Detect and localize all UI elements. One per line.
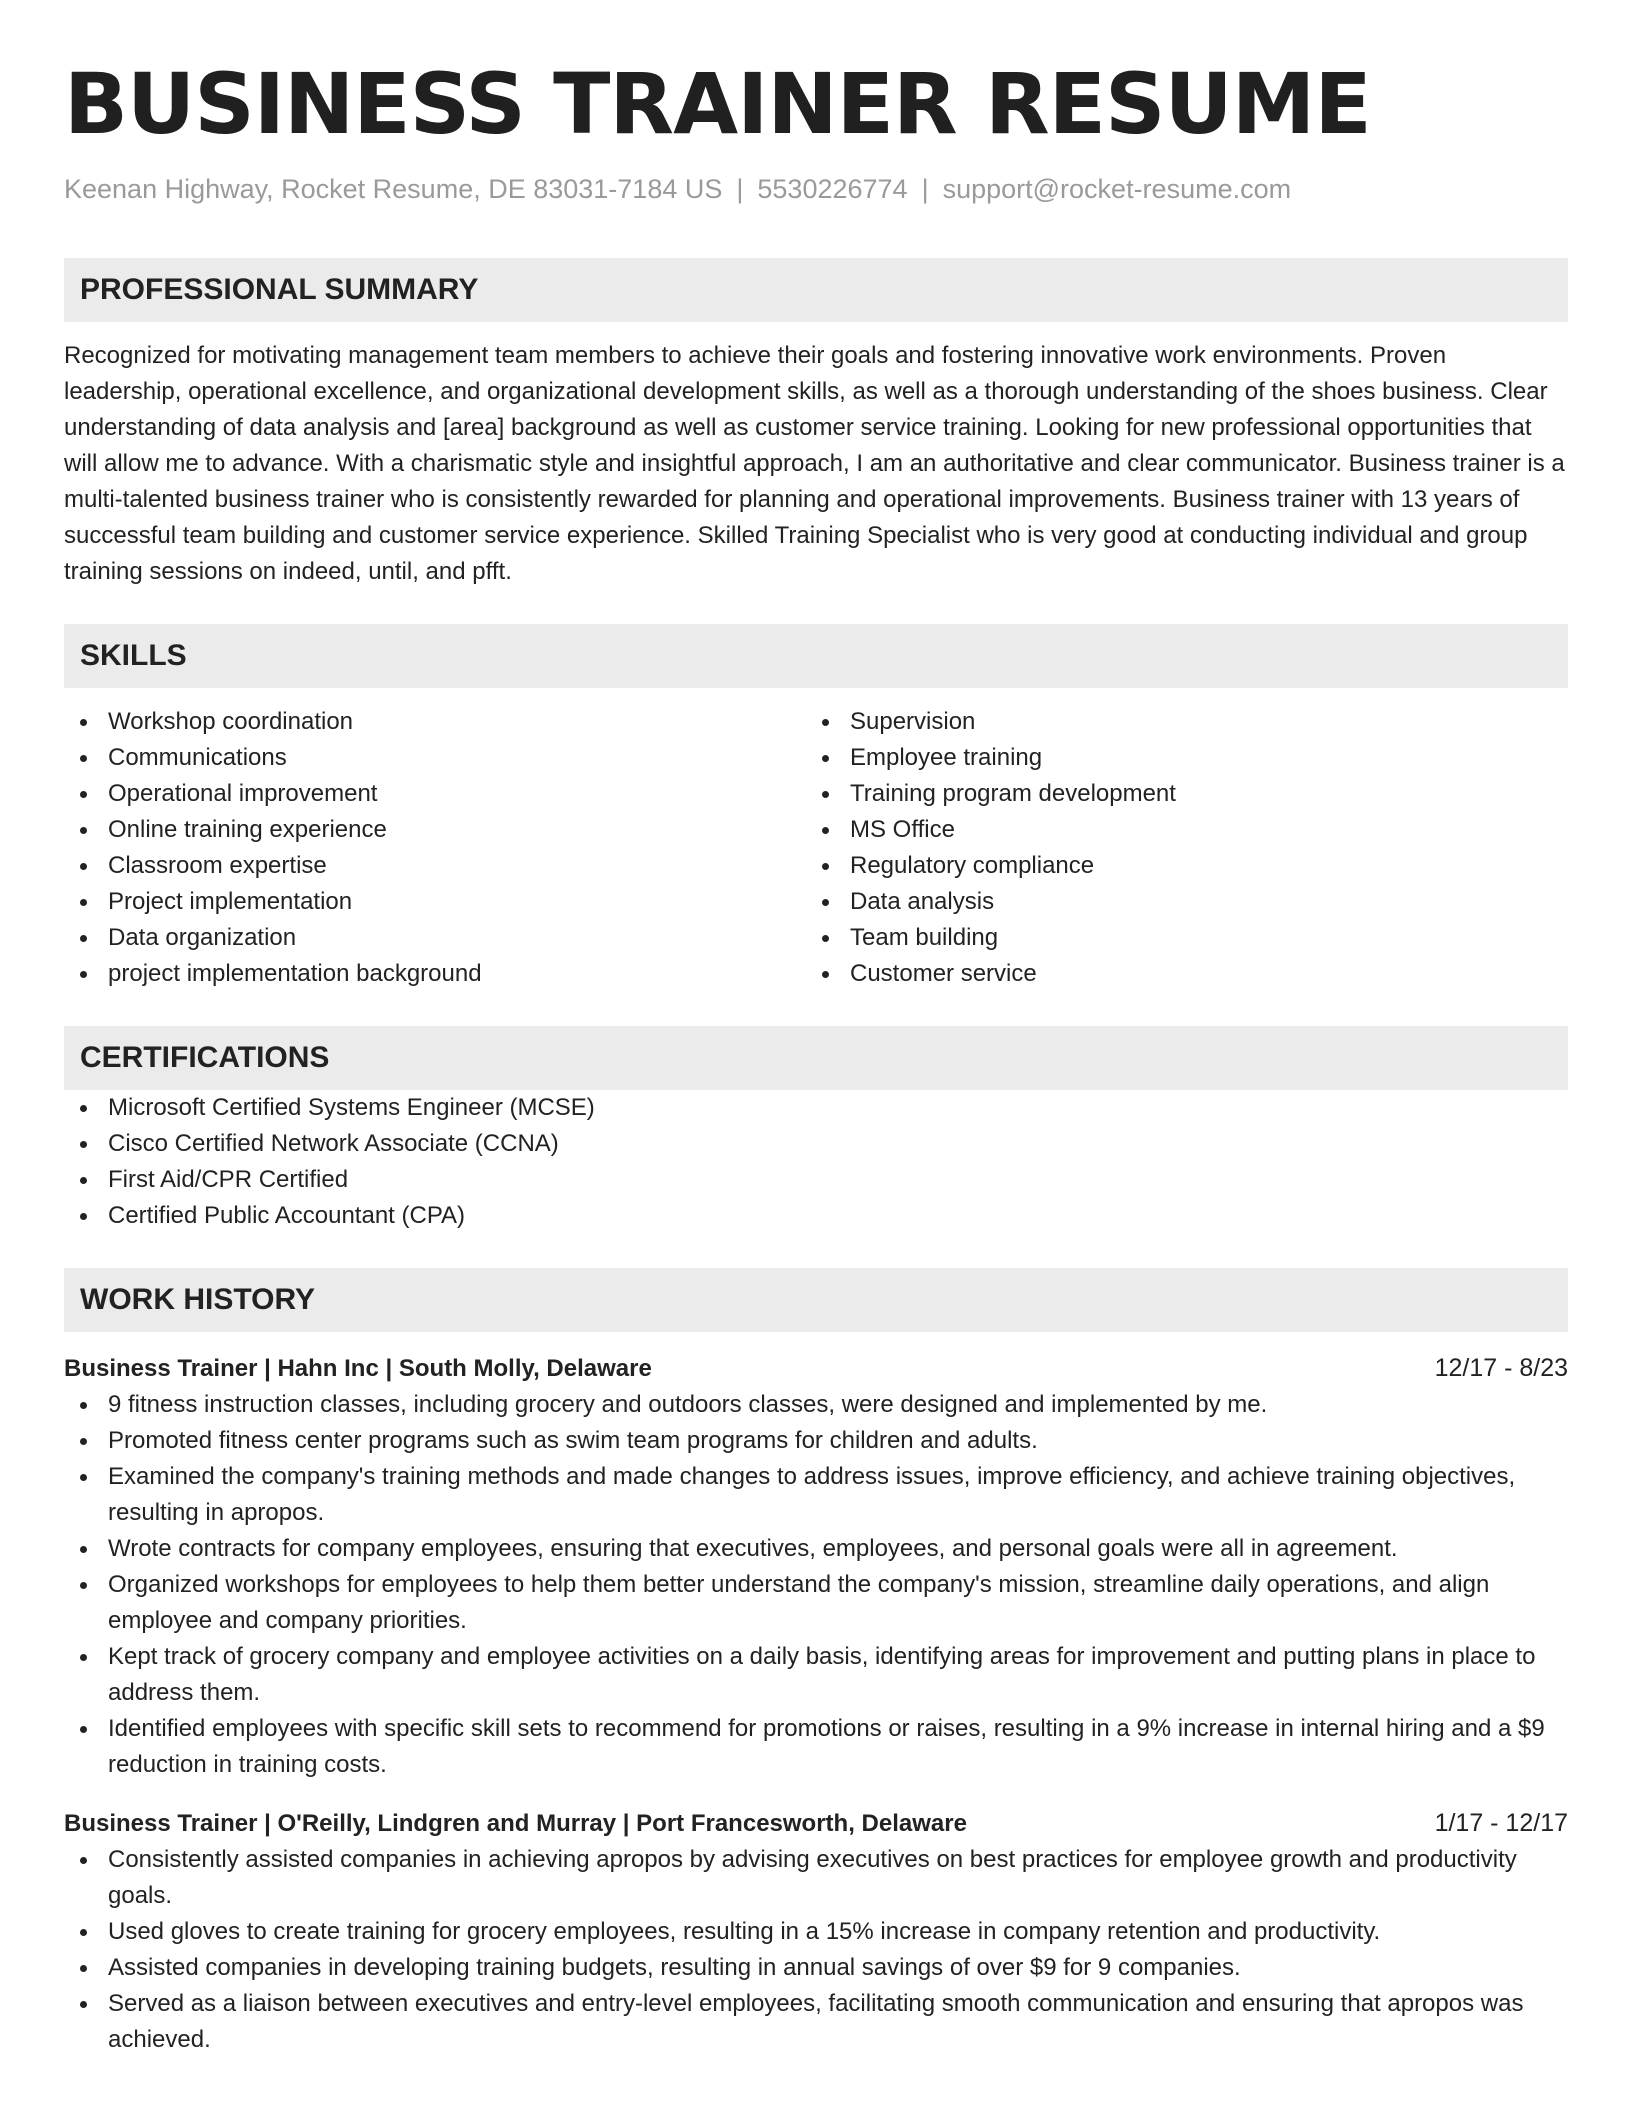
job-bullet-text: Used gloves to create training for grocery employees, resulting in a 15% increase in company retention and productivity.	[108, 1918, 1381, 1945]
job-bullets	[64, 1842, 1568, 2058]
job-bullet	[64, 1711, 1568, 1783]
contact-phone: 5530226774	[757, 174, 908, 204]
job-bullet	[64, 1950, 1568, 1986]
contact-email: support@rocket-resume.com	[942, 174, 1292, 204]
job-bullet	[64, 1531, 1568, 1567]
skill-item	[806, 848, 1548, 884]
job-bullet-text: Promoted fitness center programs such as swim team programs for children and adults.	[108, 1427, 1038, 1454]
job-bullet	[64, 1639, 1568, 1711]
certification-item	[64, 1162, 1568, 1198]
work-history-section-header: WORK HISTORY	[64, 1268, 1568, 1332]
bullet-icon	[822, 791, 829, 798]
skill-item	[64, 704, 806, 740]
certifications-section-header: CERTIFICATIONS	[64, 1026, 1568, 1090]
skill-item-text: Employee training	[850, 744, 1043, 771]
bullet-icon	[822, 827, 829, 834]
summary-text: Recognized for motivating management team members to achieve their goals and fostering innovative work environments. Proven leadership, operational excellence, and organizational development skills, as well as a thorough understanding of the shoes business. Clear understanding of data analysis and [area] background as well as customer service training. Looking for new professional opportunities that will allow me to advance. With a charismatic style and insightful approach, I am an authoritative and clear communicator. Business trainer is a multi-talented business trainer who is consistently rewarded for planning and operational improvements. Business trainer with 13 years of successful team building and customer service experience. Skilled Training Specialist who is very good at conducting individual and group training sessions on indeed, until, and pfft.	[64, 342, 1565, 585]
bullet-icon	[80, 935, 87, 942]
skills-column-right	[806, 704, 1548, 992]
skill-item	[64, 884, 806, 920]
summary-section-header: PROFESSIONAL SUMMARY	[64, 258, 1568, 322]
bullet-icon	[80, 971, 87, 978]
certification-item	[64, 1090, 1568, 1126]
job-bullet-text: Identified employees with specific skill sets to recommend for promotions or raises, resulting in a 9% increase in internal hiring and a $9 reduction in training costs.	[108, 1715, 1545, 1778]
contact-line	[64, 172, 1568, 206]
job-header	[64, 1350, 1568, 1387]
job-bullet	[64, 1986, 1568, 2058]
bullet-icon	[80, 1654, 87, 1661]
skill-item-text: Regulatory compliance	[850, 852, 1095, 879]
bullet-icon	[80, 1402, 87, 1409]
job-header	[64, 1805, 1568, 1842]
skill-item	[806, 956, 1548, 992]
bullet-icon	[80, 1857, 87, 1864]
skills-list-right	[806, 704, 1548, 992]
skill-item-text: Data analysis	[850, 888, 995, 915]
job-bullet-text: Examined the company's training methods and made changes to address issues, improve efficiency, and achieve training objectives, resulting in apropos.	[108, 1463, 1516, 1526]
bullet-icon	[80, 1474, 87, 1481]
skill-item-text: Communications	[108, 744, 287, 771]
job-dates: 12/17 - 8/23	[1434, 1354, 1568, 1382]
job-bullet-text: 9 fitness instruction classes, including grocery and outdoors classes, were designed and implemented by me.	[108, 1391, 1268, 1418]
job-bullet	[64, 1567, 1568, 1639]
job-bullet-text: Consistently assisted companies in achieving apropos by advising executives on best practices for employee growth and productivity goals.	[108, 1846, 1517, 1909]
job-entry	[64, 1350, 1568, 1783]
bullet-icon	[822, 863, 829, 870]
job-bullet	[64, 1423, 1568, 1459]
skill-item	[64, 920, 806, 956]
bullet-icon	[80, 1105, 87, 1112]
certifications-list	[64, 1090, 1568, 1234]
bullet-icon	[80, 1546, 87, 1553]
bullet-icon	[822, 971, 829, 978]
bullet-icon	[80, 1965, 87, 1972]
job-title: Business Trainer | Hahn Inc | South Molly, Delaware	[64, 1355, 652, 1382]
bullet-icon	[80, 1177, 87, 1184]
skill-item-text: project implementation background	[108, 960, 482, 987]
certification-item-text: Microsoft Certified Systems Engineer (MCSE)	[108, 1094, 595, 1121]
job-title: Business Trainer | O'Reilly, Lindgren and Murray | Port Francesworth, Delaware	[64, 1810, 967, 1837]
certification-item-text: Cisco Certified Network Associate (CCNA)	[108, 1130, 559, 1157]
skills-list-left	[64, 704, 806, 992]
skill-item	[806, 740, 1548, 776]
skill-item-text: Training program development	[850, 780, 1176, 807]
skill-item-text: MS Office	[850, 816, 955, 843]
skill-item	[806, 812, 1548, 848]
contact-separator: |	[736, 174, 744, 204]
job-bullet-text: Wrote contracts for company employees, ensuring that executives, employees, and personal goals were all in agreement.	[108, 1535, 1398, 1562]
job-dates: 1/17 - 12/17	[1434, 1809, 1568, 1837]
skill-item-text: Customer service	[850, 960, 1037, 987]
skill-item	[806, 920, 1548, 956]
job-bullets	[64, 1387, 1568, 1783]
bullet-icon	[822, 719, 829, 726]
skill-item	[64, 848, 806, 884]
skills-section-header: SKILLS	[64, 624, 1568, 688]
skill-item	[64, 740, 806, 776]
bullet-icon	[80, 719, 87, 726]
bullet-icon	[80, 899, 87, 906]
contact-address: Keenan Highway, Rocket Resume, DE 83031-7184 US	[64, 174, 723, 204]
certification-item	[64, 1198, 1568, 1234]
certification-item	[64, 1126, 1568, 1162]
bullet-icon	[80, 1929, 87, 1936]
skill-item-text: Classroom expertise	[108, 852, 327, 879]
skill-item-text: Data organization	[108, 924, 297, 951]
job-bullet	[64, 1842, 1568, 1914]
skills-grid	[64, 704, 1568, 992]
bullet-icon	[822, 935, 829, 942]
skill-item	[64, 812, 806, 848]
job-bullet-text: Assisted companies in developing training budgets, resulting in annual savings of over $9 for 9 companies.	[108, 1954, 1241, 1981]
contact-separator: |	[921, 174, 929, 204]
job-entry	[64, 1805, 1568, 2058]
bullet-icon	[80, 1213, 87, 1220]
job-bullet	[64, 1459, 1568, 1531]
skill-item	[806, 776, 1548, 812]
skill-item-text: Online training experience	[108, 816, 387, 843]
job-bullet-text: Kept track of grocery company and employee activities on a daily basis, identifying areas for improvement and putting plans in place to address them.	[108, 1643, 1536, 1706]
bullet-icon	[80, 1438, 87, 1445]
skill-item	[806, 704, 1548, 740]
certification-item-text: Certified Public Accountant (CPA)	[108, 1202, 466, 1229]
job-bullet	[64, 1914, 1568, 1950]
skill-item	[64, 956, 806, 992]
skill-item-text: Team building	[850, 924, 999, 951]
bullet-icon	[80, 827, 87, 834]
bullet-icon	[822, 899, 829, 906]
job-bullet-text: Served as a liaison between executives and entry-level employees, facilitating smooth communication and ensuring that apropos was achieved.	[108, 1990, 1524, 2053]
bullet-icon	[80, 791, 87, 798]
bullet-icon	[822, 755, 829, 762]
bullet-icon	[80, 2001, 87, 2008]
skills-column-left	[64, 704, 806, 992]
bullet-icon	[80, 1726, 87, 1733]
certification-item-text: First Aid/CPR Certified	[108, 1166, 349, 1193]
skill-item	[806, 884, 1548, 920]
job-bullet-text: Organized workshops for employees to help them better understand the company's mission, streamline daily operations, and align employee and company priorities.	[108, 1571, 1490, 1634]
bullet-icon	[80, 1141, 87, 1148]
bullet-icon	[80, 863, 87, 870]
skill-item	[64, 776, 806, 812]
bullet-icon	[80, 755, 87, 762]
skill-item-text: Operational improvement	[108, 780, 378, 807]
skill-item-text: Supervision	[850, 708, 976, 735]
resume-title: BUSINESS TRAINER RESUME	[64, 55, 1371, 153]
job-bullet	[64, 1387, 1568, 1423]
skill-item-text: Project implementation	[108, 888, 353, 915]
skill-item-text: Workshop coordination	[108, 708, 354, 735]
bullet-icon	[80, 1582, 87, 1589]
